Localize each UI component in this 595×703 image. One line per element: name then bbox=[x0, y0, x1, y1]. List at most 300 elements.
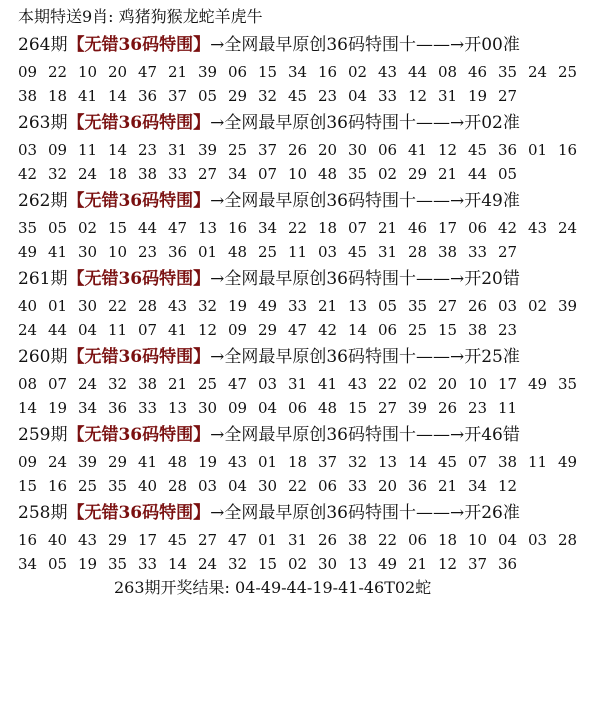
number-cell: 02 bbox=[348, 63, 368, 81]
number-cell: 28 bbox=[138, 297, 158, 315]
number-cell: 48 bbox=[228, 243, 248, 261]
number-cell: 09 bbox=[48, 141, 68, 159]
number-cell: 16 bbox=[318, 63, 338, 81]
number-cell: 03 bbox=[18, 141, 38, 159]
number-cell: 33 bbox=[138, 555, 158, 573]
number-cell: 01 bbox=[258, 531, 278, 549]
number-cell: 04 bbox=[78, 321, 98, 339]
intro-line: 本期特送9肖: 鸡猪狗猴龙蛇羊虎牛 bbox=[18, 7, 263, 26]
number-cell: 43 bbox=[348, 375, 368, 393]
number-cell: 16 bbox=[228, 219, 248, 237]
number-cell: 14 bbox=[348, 321, 368, 339]
number-cell: 09 bbox=[18, 453, 38, 471]
number-cell: 02 bbox=[528, 297, 548, 315]
draw-result: 263期开奖结果: 04-49-44-19-41-46T02蛇 bbox=[114, 578, 432, 597]
number-cell: 36 bbox=[108, 399, 128, 417]
number-cell: 19 bbox=[468, 87, 488, 105]
number-cell: 40 bbox=[138, 477, 158, 495]
number-cell: 33 bbox=[138, 399, 158, 417]
period-header bbox=[18, 342, 595, 372]
number-cell: 19 bbox=[78, 555, 98, 573]
period-result: →全网最早原创36码特围十——→开00准 bbox=[210, 35, 520, 55]
number-cell: 48 bbox=[318, 165, 338, 183]
number-row bbox=[18, 450, 595, 474]
number-cell: 18 bbox=[438, 531, 458, 549]
number-cell: 32 bbox=[348, 453, 368, 471]
number-cell: 31 bbox=[438, 87, 458, 105]
period-tag: 【无错36码特围】 bbox=[67, 113, 211, 133]
number-cell: 22 bbox=[108, 297, 128, 315]
number-cell: 34 bbox=[228, 165, 248, 183]
number-cell: 12 bbox=[498, 477, 518, 495]
period-header bbox=[18, 264, 595, 294]
number-cell: 06 bbox=[378, 141, 398, 159]
number-cell: 21 bbox=[168, 375, 188, 393]
number-cell: 43 bbox=[78, 531, 98, 549]
number-cell: 20 bbox=[318, 141, 338, 159]
number-cell: 24 bbox=[48, 453, 68, 471]
number-cell: 19 bbox=[48, 399, 68, 417]
number-cell: 37 bbox=[468, 555, 488, 573]
number-cell: 12 bbox=[408, 87, 428, 105]
number-cell: 46 bbox=[408, 219, 428, 237]
number-cell: 14 bbox=[108, 141, 128, 159]
number-cell: 26 bbox=[438, 399, 458, 417]
number-cell: 38 bbox=[438, 243, 458, 261]
number-cell: 21 bbox=[408, 555, 428, 573]
number-row bbox=[18, 396, 595, 420]
number-cell: 02 bbox=[378, 165, 398, 183]
number-row bbox=[18, 528, 595, 552]
period-header bbox=[18, 108, 595, 138]
number-row bbox=[18, 318, 595, 342]
period-block bbox=[18, 108, 595, 186]
number-cell: 24 bbox=[198, 555, 218, 573]
number-cell: 41 bbox=[78, 87, 98, 105]
number-cell: 24 bbox=[558, 219, 578, 237]
number-cell: 20 bbox=[378, 477, 398, 495]
number-cell: 13 bbox=[198, 219, 218, 237]
number-cell: 22 bbox=[378, 531, 398, 549]
number-cell: 10 bbox=[288, 165, 308, 183]
period-tag: 【无错36码特围】 bbox=[67, 191, 211, 211]
number-cell: 04 bbox=[258, 399, 278, 417]
number-cell: 02 bbox=[288, 555, 308, 573]
number-cell: 47 bbox=[168, 219, 188, 237]
number-cell: 23 bbox=[138, 141, 158, 159]
number-cell: 47 bbox=[228, 531, 248, 549]
period-block bbox=[18, 264, 595, 342]
number-cell: 29 bbox=[408, 165, 428, 183]
number-cell: 35 bbox=[108, 477, 128, 495]
number-cell: 24 bbox=[78, 165, 98, 183]
number-cell: 29 bbox=[258, 321, 278, 339]
period-result: →全网最早原创36码特围十——→开46错 bbox=[210, 425, 520, 445]
number-cell: 33 bbox=[288, 297, 308, 315]
number-cell: 11 bbox=[78, 141, 98, 159]
number-cell: 10 bbox=[468, 531, 488, 549]
number-cell: 30 bbox=[318, 555, 338, 573]
number-cell: 29 bbox=[108, 453, 128, 471]
period-header bbox=[18, 420, 595, 450]
number-cell: 45 bbox=[468, 141, 488, 159]
number-cell: 07 bbox=[468, 453, 488, 471]
number-cell: 43 bbox=[528, 219, 548, 237]
number-cell: 10 bbox=[468, 375, 488, 393]
period-header bbox=[18, 498, 595, 528]
number-cell: 21 bbox=[438, 477, 458, 495]
number-cell: 14 bbox=[18, 399, 38, 417]
number-cell: 18 bbox=[48, 87, 68, 105]
number-row bbox=[18, 294, 595, 318]
number-cell: 24 bbox=[528, 63, 548, 81]
number-cell: 47 bbox=[138, 63, 158, 81]
prediction-list bbox=[18, 30, 595, 576]
period-block bbox=[18, 498, 595, 576]
number-cell: 06 bbox=[378, 321, 398, 339]
number-cell: 41 bbox=[168, 321, 188, 339]
number-cell: 05 bbox=[378, 297, 398, 315]
number-cell: 19 bbox=[228, 297, 248, 315]
number-cell: 16 bbox=[48, 477, 68, 495]
number-cell: 09 bbox=[18, 63, 38, 81]
period-number: 261期 bbox=[18, 269, 68, 289]
number-cell: 39 bbox=[198, 63, 218, 81]
number-cell: 18 bbox=[288, 453, 308, 471]
number-row bbox=[18, 162, 595, 186]
number-cell: 20 bbox=[108, 63, 128, 81]
number-cell: 02 bbox=[78, 219, 98, 237]
number-cell: 43 bbox=[228, 453, 248, 471]
number-cell: 07 bbox=[138, 321, 158, 339]
number-cell: 12 bbox=[438, 555, 458, 573]
number-cell: 37 bbox=[258, 141, 278, 159]
number-cell: 17 bbox=[438, 219, 458, 237]
number-cell: 25 bbox=[228, 141, 248, 159]
number-cell: 05 bbox=[198, 87, 218, 105]
number-cell: 01 bbox=[528, 141, 548, 159]
number-cell: 42 bbox=[318, 321, 338, 339]
number-cell: 38 bbox=[468, 321, 488, 339]
period-block bbox=[18, 420, 595, 498]
number-cell: 41 bbox=[48, 243, 68, 261]
period-result: →全网最早原创36码特围十——→开26准 bbox=[210, 503, 520, 523]
number-cell: 08 bbox=[18, 375, 38, 393]
number-cell: 07 bbox=[48, 375, 68, 393]
period-number: 258期 bbox=[18, 503, 68, 523]
period-tag: 【无错36码特围】 bbox=[67, 425, 211, 445]
number-cell: 11 bbox=[498, 399, 518, 417]
period-tag: 【无错36码特围】 bbox=[67, 503, 211, 523]
number-row bbox=[18, 216, 595, 240]
number-cell: 26 bbox=[318, 531, 338, 549]
number-cell: 16 bbox=[558, 141, 578, 159]
number-cell: 03 bbox=[318, 243, 338, 261]
number-cell: 25 bbox=[258, 243, 278, 261]
number-cell: 30 bbox=[78, 297, 98, 315]
number-cell: 06 bbox=[468, 219, 488, 237]
number-cell: 04 bbox=[498, 531, 518, 549]
period-block bbox=[18, 30, 595, 108]
number-cell: 10 bbox=[78, 63, 98, 81]
number-cell: 31 bbox=[168, 141, 188, 159]
period-result: →全网最早原创36码特围十——→开20错 bbox=[210, 269, 520, 289]
number-cell: 47 bbox=[288, 321, 308, 339]
number-cell: 06 bbox=[288, 399, 308, 417]
number-cell: 30 bbox=[348, 141, 368, 159]
number-cell: 49 bbox=[378, 555, 398, 573]
number-cell: 39 bbox=[408, 399, 428, 417]
number-row bbox=[18, 60, 595, 84]
number-cell: 02 bbox=[408, 375, 428, 393]
number-row bbox=[18, 372, 595, 396]
number-cell: 38 bbox=[138, 375, 158, 393]
number-cell: 33 bbox=[378, 87, 398, 105]
period-result: →全网最早原创36码特围十——→开02准 bbox=[210, 113, 520, 133]
number-cell: 30 bbox=[258, 477, 278, 495]
number-cell: 35 bbox=[498, 63, 518, 81]
period-tag: 【无错36码特围】 bbox=[67, 35, 211, 55]
number-cell: 32 bbox=[48, 165, 68, 183]
number-cell: 42 bbox=[18, 165, 38, 183]
number-cell: 15 bbox=[258, 555, 278, 573]
number-cell: 36 bbox=[498, 141, 518, 159]
number-cell: 03 bbox=[498, 297, 518, 315]
number-cell: 16 bbox=[18, 531, 38, 549]
period-header bbox=[18, 186, 595, 216]
number-cell: 49 bbox=[528, 375, 548, 393]
number-cell: 34 bbox=[468, 477, 488, 495]
period-number: 262期 bbox=[18, 191, 68, 211]
number-cell: 01 bbox=[48, 297, 68, 315]
number-cell: 38 bbox=[18, 87, 38, 105]
number-cell: 34 bbox=[258, 219, 278, 237]
number-cell: 35 bbox=[18, 219, 38, 237]
number-cell: 33 bbox=[168, 165, 188, 183]
number-cell: 49 bbox=[18, 243, 38, 261]
number-cell: 29 bbox=[228, 87, 248, 105]
number-cell: 44 bbox=[468, 165, 488, 183]
number-cell: 31 bbox=[288, 531, 308, 549]
number-row bbox=[18, 474, 595, 498]
period-block bbox=[18, 186, 595, 264]
number-cell: 23 bbox=[498, 321, 518, 339]
number-cell: 32 bbox=[108, 375, 128, 393]
number-cell: 24 bbox=[78, 375, 98, 393]
number-cell: 14 bbox=[168, 555, 188, 573]
number-cell: 44 bbox=[48, 321, 68, 339]
number-cell: 40 bbox=[48, 531, 68, 549]
number-cell: 36 bbox=[168, 243, 188, 261]
number-cell: 48 bbox=[168, 453, 188, 471]
number-cell: 45 bbox=[168, 531, 188, 549]
number-cell: 49 bbox=[258, 297, 278, 315]
number-cell: 28 bbox=[408, 243, 428, 261]
number-cell: 09 bbox=[228, 399, 248, 417]
number-cell: 39 bbox=[78, 453, 98, 471]
number-cell: 15 bbox=[108, 219, 128, 237]
period-number: 264期 bbox=[18, 35, 68, 55]
number-cell: 23 bbox=[318, 87, 338, 105]
number-cell: 48 bbox=[318, 399, 338, 417]
number-cell: 23 bbox=[138, 243, 158, 261]
number-cell: 18 bbox=[108, 165, 128, 183]
number-cell: 36 bbox=[408, 477, 428, 495]
number-row bbox=[18, 552, 595, 576]
number-cell: 38 bbox=[348, 531, 368, 549]
number-cell: 13 bbox=[348, 297, 368, 315]
number-cell: 11 bbox=[288, 243, 308, 261]
number-cell: 07 bbox=[348, 219, 368, 237]
number-cell: 42 bbox=[498, 219, 518, 237]
number-cell: 15 bbox=[258, 63, 278, 81]
number-cell: 28 bbox=[558, 531, 578, 549]
number-cell: 14 bbox=[108, 87, 128, 105]
number-cell: 30 bbox=[78, 243, 98, 261]
number-cell: 45 bbox=[288, 87, 308, 105]
number-cell: 37 bbox=[168, 87, 188, 105]
number-cell: 21 bbox=[168, 63, 188, 81]
number-cell: 31 bbox=[288, 375, 308, 393]
number-cell: 04 bbox=[228, 477, 248, 495]
number-cell: 15 bbox=[18, 477, 38, 495]
number-cell: 36 bbox=[498, 555, 518, 573]
number-cell: 35 bbox=[558, 375, 578, 393]
period-block bbox=[18, 342, 595, 420]
number-cell: 27 bbox=[498, 243, 518, 261]
number-cell: 07 bbox=[258, 165, 278, 183]
period-tag: 【无错36码特围】 bbox=[67, 347, 211, 367]
number-cell: 22 bbox=[378, 375, 398, 393]
number-cell: 35 bbox=[348, 165, 368, 183]
number-cell: 27 bbox=[198, 165, 218, 183]
number-cell: 13 bbox=[168, 399, 188, 417]
number-cell: 29 bbox=[108, 531, 128, 549]
number-cell: 19 bbox=[198, 453, 218, 471]
number-cell: 34 bbox=[288, 63, 308, 81]
number-cell: 41 bbox=[318, 375, 338, 393]
number-cell: 44 bbox=[138, 219, 158, 237]
number-cell: 39 bbox=[558, 297, 578, 315]
number-cell: 45 bbox=[438, 453, 458, 471]
number-cell: 25 bbox=[408, 321, 428, 339]
number-cell: 32 bbox=[258, 87, 278, 105]
number-cell: 34 bbox=[78, 399, 98, 417]
number-cell: 27 bbox=[438, 297, 458, 315]
period-number: 260期 bbox=[18, 347, 68, 367]
number-cell: 33 bbox=[348, 477, 368, 495]
number-cell: 46 bbox=[468, 63, 488, 81]
number-cell: 30 bbox=[198, 399, 218, 417]
number-cell: 05 bbox=[48, 555, 68, 573]
number-cell: 41 bbox=[408, 141, 428, 159]
number-cell: 13 bbox=[348, 555, 368, 573]
number-cell: 06 bbox=[408, 531, 428, 549]
number-cell: 01 bbox=[198, 243, 218, 261]
number-cell: 38 bbox=[498, 453, 518, 471]
number-cell: 41 bbox=[138, 453, 158, 471]
number-cell: 38 bbox=[138, 165, 158, 183]
number-cell: 36 bbox=[138, 87, 158, 105]
number-cell: 05 bbox=[48, 219, 68, 237]
number-cell: 33 bbox=[468, 243, 488, 261]
number-cell: 47 bbox=[228, 375, 248, 393]
number-cell: 09 bbox=[228, 321, 248, 339]
number-cell: 32 bbox=[228, 555, 248, 573]
number-cell: 17 bbox=[138, 531, 158, 549]
number-row bbox=[18, 84, 595, 108]
number-cell: 34 bbox=[18, 555, 38, 573]
period-number: 263期 bbox=[18, 113, 68, 133]
number-cell: 22 bbox=[288, 219, 308, 237]
number-cell: 43 bbox=[378, 63, 398, 81]
number-cell: 08 bbox=[438, 63, 458, 81]
number-cell: 31 bbox=[378, 243, 398, 261]
number-cell: 15 bbox=[348, 399, 368, 417]
number-cell: 37 bbox=[318, 453, 338, 471]
number-cell: 35 bbox=[408, 297, 428, 315]
number-row bbox=[18, 138, 595, 162]
number-cell: 03 bbox=[528, 531, 548, 549]
number-cell: 03 bbox=[198, 477, 218, 495]
number-cell: 44 bbox=[408, 63, 428, 81]
number-cell: 10 bbox=[108, 243, 128, 261]
number-cell: 11 bbox=[528, 453, 548, 471]
number-cell: 21 bbox=[438, 165, 458, 183]
number-cell: 21 bbox=[318, 297, 338, 315]
number-cell: 15 bbox=[438, 321, 458, 339]
number-cell: 45 bbox=[348, 243, 368, 261]
number-cell: 27 bbox=[378, 399, 398, 417]
period-result: →全网最早原创36码特围十——→开49准 bbox=[210, 191, 520, 211]
number-cell: 11 bbox=[108, 321, 128, 339]
period-result: →全网最早原创36码特围十——→开25准 bbox=[210, 347, 520, 367]
number-cell: 18 bbox=[318, 219, 338, 237]
number-cell: 35 bbox=[108, 555, 128, 573]
number-cell: 22 bbox=[48, 63, 68, 81]
number-cell: 28 bbox=[168, 477, 188, 495]
period-tag: 【无错36码特围】 bbox=[67, 269, 211, 289]
number-cell: 22 bbox=[288, 477, 308, 495]
number-cell: 13 bbox=[378, 453, 398, 471]
number-cell: 17 bbox=[498, 375, 518, 393]
period-number: 259期 bbox=[18, 425, 68, 445]
number-cell: 27 bbox=[198, 531, 218, 549]
number-cell: 01 bbox=[258, 453, 278, 471]
number-cell: 12 bbox=[438, 141, 458, 159]
number-cell: 27 bbox=[498, 87, 518, 105]
number-cell: 06 bbox=[228, 63, 248, 81]
number-cell: 14 bbox=[408, 453, 428, 471]
number-cell: 03 bbox=[258, 375, 278, 393]
number-cell: 12 bbox=[198, 321, 218, 339]
number-cell: 49 bbox=[558, 453, 578, 471]
number-cell: 26 bbox=[468, 297, 488, 315]
number-cell: 25 bbox=[558, 63, 578, 81]
number-cell: 04 bbox=[348, 87, 368, 105]
period-header bbox=[18, 30, 595, 60]
number-cell: 25 bbox=[198, 375, 218, 393]
number-cell: 05 bbox=[498, 165, 518, 183]
number-cell: 23 bbox=[468, 399, 488, 417]
number-cell: 25 bbox=[78, 477, 98, 495]
number-row bbox=[18, 240, 595, 264]
number-cell: 26 bbox=[288, 141, 308, 159]
number-cell: 06 bbox=[318, 477, 338, 495]
number-cell: 43 bbox=[168, 297, 188, 315]
number-cell: 40 bbox=[18, 297, 38, 315]
number-cell: 24 bbox=[18, 321, 38, 339]
